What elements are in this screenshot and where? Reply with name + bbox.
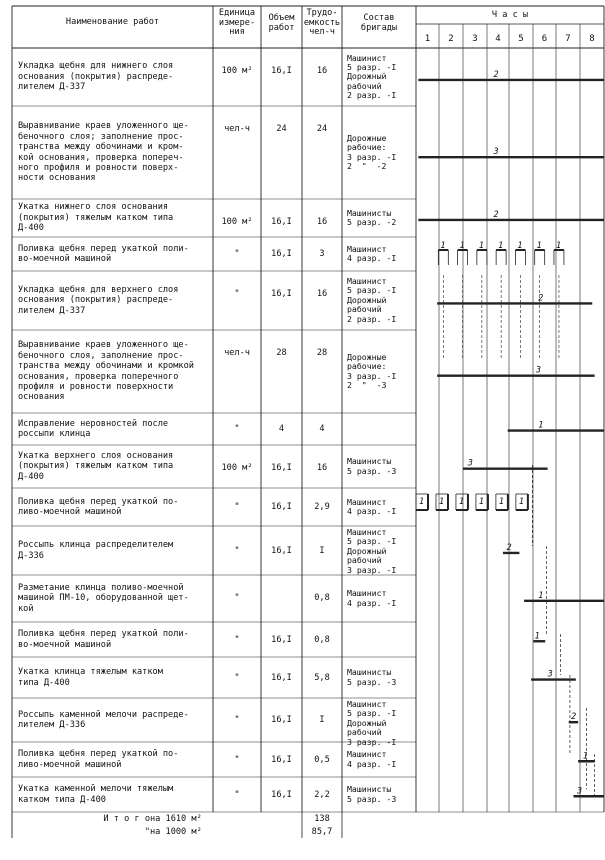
hour-label: 3 bbox=[472, 34, 478, 44]
header-hours-title: Ч а с ы bbox=[491, 10, 529, 20]
labor-value: 0,8 bbox=[314, 634, 330, 645]
unit-value: " bbox=[234, 502, 240, 512]
unit-value: " bbox=[234, 545, 240, 556]
hour-label: 8 bbox=[589, 34, 595, 44]
hour-label: 1 bbox=[424, 34, 431, 44]
crew-number-label: 2 bbox=[571, 712, 577, 723]
header-work-name: Наименование работ bbox=[65, 17, 160, 27]
work-name: Поливка щебня перед укаткой поли- во-моечной машиной bbox=[18, 243, 189, 264]
labor-value: 3 bbox=[319, 249, 325, 259]
work-name: Исправление неровностей после россыпи клинца bbox=[18, 418, 169, 439]
unit-value: чел-ч bbox=[224, 124, 250, 134]
crew-number-label: 1 bbox=[438, 497, 445, 507]
crew-value: Машинист 4 разр. -I bbox=[347, 496, 397, 516]
crew-number-label: 1 bbox=[536, 241, 542, 251]
labor-value: 16 bbox=[316, 463, 328, 473]
labor-value: 16 bbox=[316, 217, 328, 227]
crew-number-label: 1 bbox=[582, 751, 588, 762]
total-per: на 1610 м² bbox=[150, 814, 202, 824]
header-volume: Объем работ bbox=[268, 13, 295, 33]
hour-label: 2 bbox=[448, 34, 454, 44]
crew-number-label: 1 bbox=[478, 241, 484, 251]
crew-number-label: 3 bbox=[467, 458, 473, 469]
crew-value: Машинист 4 разр. -I bbox=[347, 243, 397, 263]
volume-value: 4 bbox=[278, 424, 285, 434]
crew-value: Машинист 5 разр. -I Дорожный рабочий 2 разр. -I bbox=[347, 276, 397, 324]
crew-value: Машинисты 5 разр. -3 bbox=[347, 456, 397, 476]
total-per: на 1000 м² bbox=[150, 827, 202, 837]
hour-label: 4 bbox=[495, 34, 501, 44]
header-labor: Трудо- емкость чел-ч bbox=[303, 8, 341, 38]
unit-value: " bbox=[234, 593, 240, 603]
work-name: Выравнивание краев уложенного ще- беночного слоя, заполнение прос- транства между обочинами и кромкой основания, проверка поперечного профиля и ровности поверхности основания bbox=[18, 340, 194, 403]
work-name: Укатка верхнего слоя основания (покрытия) тяжелым катком типа Д-400 bbox=[18, 450, 174, 482]
unit-value: " bbox=[234, 789, 240, 800]
total-value: 138 bbox=[314, 814, 330, 824]
labor-value: I bbox=[319, 715, 325, 725]
volume-value: 16,I bbox=[271, 463, 292, 473]
work-name: Укатка нижнего слоя основания (покрытия) тяжелым катком типа Д-400 bbox=[18, 202, 174, 234]
work-name: Поливка щебня перед укаткой поли- во-моечной машиной bbox=[18, 629, 189, 650]
labor-value: 0,5 bbox=[314, 754, 330, 765]
work-name: Поливка щебня перед укаткой по- ливо-моечной машиной bbox=[18, 749, 179, 770]
unit-value: 100 м² bbox=[221, 66, 253, 76]
hour-label: 5 bbox=[518, 34, 524, 44]
crew-number-label: 1 bbox=[555, 241, 562, 251]
unit-value: " bbox=[234, 715, 240, 725]
crew-value: Машинист 4 разр. -I bbox=[347, 588, 397, 608]
unit-value: " bbox=[234, 289, 240, 299]
crew-value: Машинист 5 разр. -I Дорожный рабочий 3 разр. -I bbox=[347, 527, 397, 575]
crew-number-label: 2 bbox=[493, 69, 499, 80]
crew-number-label: 1 bbox=[518, 497, 524, 507]
crew-value: Машинисты 5 разр. -3 bbox=[347, 667, 397, 687]
crew-number-label: 1 bbox=[517, 241, 523, 251]
unit-value: " bbox=[234, 754, 240, 765]
crew-number-label: 1 bbox=[498, 497, 505, 507]
labor-value: 0,8 bbox=[314, 593, 330, 603]
volume-value: 16,I bbox=[271, 502, 292, 512]
crew-number-label: 1 bbox=[478, 497, 485, 507]
unit-value: " bbox=[234, 249, 240, 259]
crew-number-label: 3 bbox=[493, 147, 499, 158]
work-name: Россыпь каменной мелочи распреде- лителем Д-336 bbox=[18, 709, 189, 730]
work-name: Укладка щебня для нижнего слоя основания (покрытия) распреде- лителем Д-337 bbox=[18, 61, 174, 93]
hour-label: 6 bbox=[541, 34, 548, 44]
hour-label: 7 bbox=[565, 34, 571, 44]
crew-value: Машинисты 5 разр. -3 bbox=[347, 784, 397, 804]
unit-value: чел-ч bbox=[224, 348, 250, 358]
volume-value: 16,I bbox=[271, 715, 292, 725]
crew-number-label: 1 bbox=[498, 241, 504, 251]
unit-value: 100 м² bbox=[221, 217, 253, 227]
work-name: Выравнивание краев уложенного ще- беночного слоя; заполнение прос- транства между обочинами и кром- кой основания, проверка попереч- ного профиля и ровности поверх- ности основания bbox=[18, 121, 189, 184]
crew-number-label: 1 bbox=[459, 241, 465, 251]
crew-number-label: 1 bbox=[458, 497, 465, 507]
volume-value: 16,I bbox=[271, 545, 292, 556]
crew-number-label: 1 bbox=[534, 631, 540, 642]
labor-value: 24 bbox=[316, 124, 328, 134]
total-label: И т о г о bbox=[103, 814, 150, 824]
volume-value: 16,I bbox=[271, 634, 292, 645]
crew-value: Машинист 5 разр. -I Дорожный рабочий 3 разр. -I bbox=[347, 699, 397, 747]
crew-number-label: 3 bbox=[576, 786, 583, 797]
labor-value: 16 bbox=[316, 66, 328, 76]
labor-value: 2,2 bbox=[314, 789, 330, 800]
volume-value: 16,I bbox=[271, 217, 292, 227]
crew-number-label: 3 bbox=[535, 365, 541, 376]
labor-value: 4 bbox=[319, 424, 325, 434]
crew-value: Дорожные рабочие: 3 разр. -I 2 " -3 bbox=[347, 351, 397, 390]
volume-value: 16,I bbox=[271, 66, 292, 76]
volume-value: 16,I bbox=[271, 249, 292, 259]
labor-value: 28 bbox=[316, 348, 328, 358]
crew-number-label: 3 bbox=[547, 669, 553, 680]
crew-number-label: 1 bbox=[419, 497, 425, 507]
crew-value: Дорожные рабочие: 3 разр. -I 2 " -2 bbox=[347, 132, 397, 171]
work-name: Разметание клинца поливо-моечной машиной ПМ-10, оборудованной щет- кой bbox=[18, 582, 189, 614]
volume-value: 16,I bbox=[271, 289, 292, 299]
crew-number-label: 1 bbox=[440, 241, 446, 251]
labor-value: 16 bbox=[316, 289, 328, 299]
unit-value: " bbox=[234, 424, 240, 434]
crew-value: Машинист 5 разр. -I Дорожный рабочий 2 разр. -I bbox=[347, 52, 397, 101]
total-label: " bbox=[144, 827, 150, 837]
work-name: Укладка щебня для верхнего слоя основания (покрытия) распреде- лителем Д-337 bbox=[18, 284, 179, 316]
labor-value: 5,8 bbox=[314, 672, 330, 683]
crew-number-label: 1 bbox=[538, 590, 544, 601]
crew-value: Машинист 4 разр. -I bbox=[347, 749, 397, 769]
volume-value: 28 bbox=[276, 348, 287, 358]
crew-number-label: 2 bbox=[538, 293, 544, 304]
unit-value: " bbox=[234, 634, 240, 645]
labor-value: I bbox=[319, 545, 325, 556]
volume-value: 16,I bbox=[271, 754, 292, 765]
unit-value: 100 м² bbox=[221, 463, 253, 473]
crew-number-label: 2 bbox=[506, 542, 512, 553]
work-name: Россыпь клинца распределителем Д-336 bbox=[18, 540, 174, 561]
volume-value: 24 bbox=[276, 124, 287, 134]
work-name: Укатка клинца тяжелым катком типа Д-400 bbox=[18, 667, 163, 688]
header-unit: Единица измере- ния bbox=[218, 8, 256, 38]
labor-value: 2,9 bbox=[314, 502, 330, 512]
work-name: Укатка каменной мелочи тяжелым катком типа Д-400 bbox=[18, 784, 174, 805]
volume-value: 16,I bbox=[271, 789, 292, 800]
volume-value: 16,I bbox=[271, 672, 292, 683]
unit-value: " bbox=[234, 672, 240, 683]
crew-value: Машинисты 5 разр. -2 bbox=[347, 207, 397, 227]
crew-number-label: 1 bbox=[538, 420, 544, 431]
header-crew: Состав бригады bbox=[360, 13, 398, 33]
crew-number-label: 2 bbox=[493, 209, 499, 220]
total-value: 85,7 bbox=[311, 827, 333, 837]
work-name: Поливка щебня перед укаткой по- ливо-моечной машиной bbox=[18, 496, 179, 517]
